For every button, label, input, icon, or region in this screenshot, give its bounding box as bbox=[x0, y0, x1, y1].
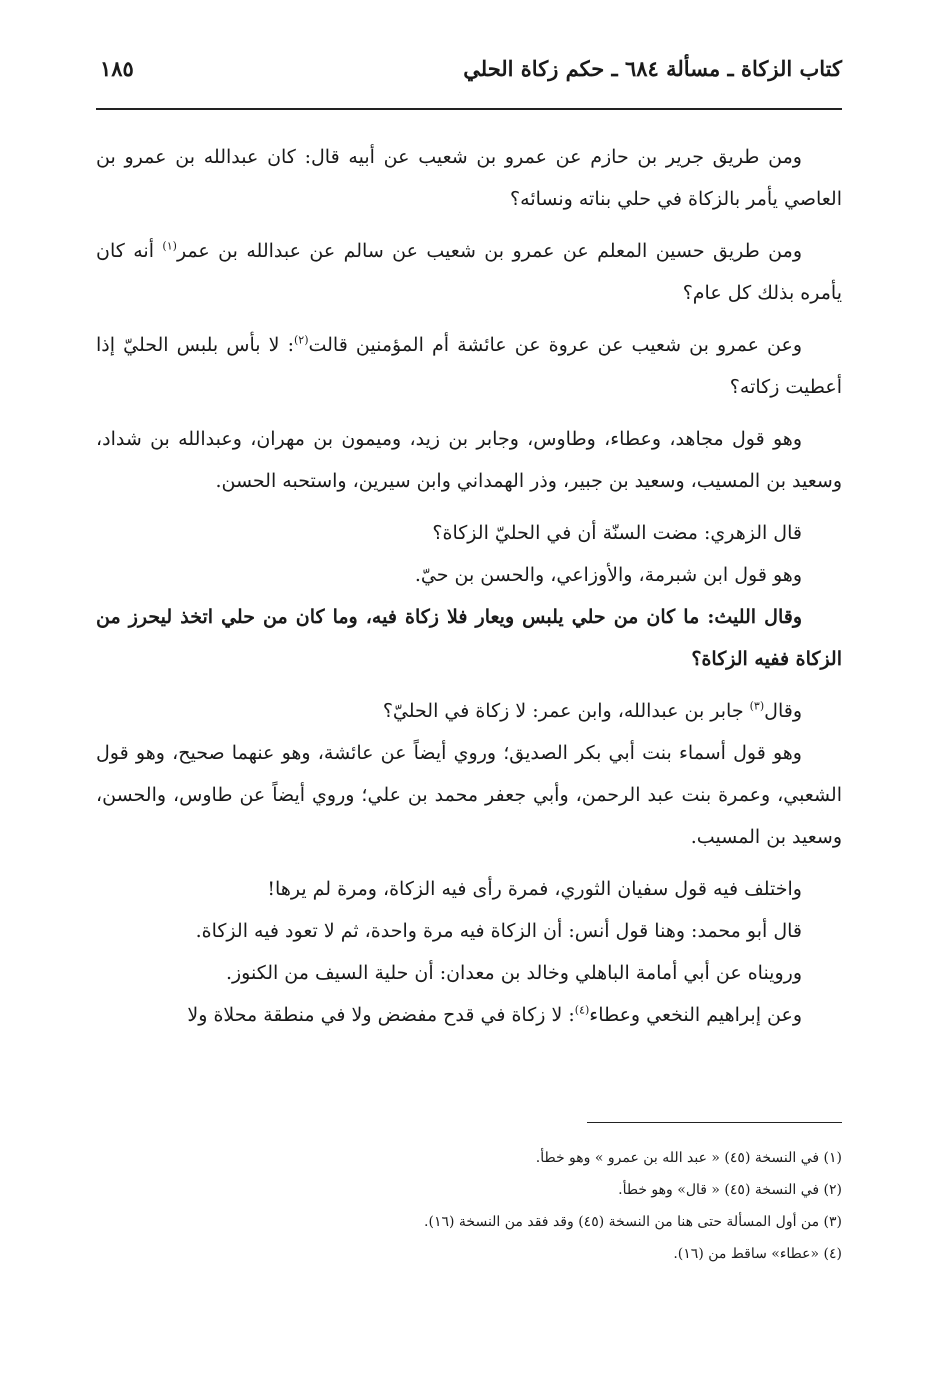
paragraph-abu-umama bbox=[96, 952, 842, 994]
paragraph-text: ومن طريق جرير بن حازم عن عمرو بن شعيب عن أبيه قال: كان عبدالله بن عمرو بن العاصي يأمر بالزكاة في حلي بناته ونسائه؟ bbox=[96, 146, 842, 210]
main-text bbox=[96, 136, 842, 1036]
paragraph-husayn bbox=[96, 230, 842, 314]
running-title: كتاب الزكاة ـ مسألة ٦٨٤ ـ حكم زكاة الحلي bbox=[463, 56, 842, 81]
footnote-3: (٣) من أول المسألة حتى هنا من النسخة (٤٥) وقد فقد من النسخة (١٦). bbox=[424, 1214, 842, 1230]
page-header bbox=[96, 56, 842, 96]
paragraph-layth bbox=[96, 596, 842, 680]
footnote-4: (٤) «عطاء» ساقط من (١٦). bbox=[673, 1246, 842, 1262]
paragraph-text: أنه كان يأمره بذلك كل عام؟ bbox=[96, 240, 842, 304]
paragraph-jarir bbox=[96, 136, 842, 220]
paragraph-text: قال أبو محمد: وهنا قول أنس: أن الزكاة فيه مرة واحدة، ثم لا تعود فيه الزكاة. bbox=[195, 920, 802, 942]
paragraph-nakhai bbox=[96, 994, 842, 1036]
paragraph-asma bbox=[96, 732, 842, 858]
paragraph-text: ومن طريق حسين المعلم عن عمرو بن شعيب عن سالم عن عبدالله بن عمر bbox=[176, 240, 802, 262]
footnote-marker-1: (١) bbox=[162, 239, 177, 253]
footnote-marker-4: (٤) bbox=[574, 1003, 590, 1017]
header-rule bbox=[96, 108, 842, 110]
paragraph-abu-muhammad bbox=[96, 910, 842, 952]
paragraph-text: وهو قول مجاهد، وعطاء، وطاوس، وجابر بن زيد، وميمون بن مهران، وعبدالله بن شداد، وسعيد بن المسيب، وسعيد بن جبير، وذر الهمداني وابن سيرين، واستحبه الحسن. bbox=[96, 428, 842, 492]
footnote-rule bbox=[587, 1122, 842, 1123]
paragraph-zuhri bbox=[96, 512, 842, 554]
paragraph-text: جابر بن عبدالله، وابن عمر: لا زكاة في الحليّ؟ bbox=[382, 700, 750, 722]
paragraph-text: وهو قول أسماء بنت أبي بكر الصديق؛ وروي أيضاً عن عائشة، وهو عنهما صحيح، وهو قول الشعبي، وعمرة بنت عبد الرحمن، وأبي جعفر محمد بن علي؛ وروي أيضاً عن طاوس، والحسن، وسعيد بن المسيب. bbox=[96, 742, 842, 848]
paragraph-text: وعن عمرو بن شعيب عن عروة عن عائشة أم المؤمنين قالت bbox=[308, 334, 802, 356]
paragraph-text: وعن إبراهيم النخعي وعطاء bbox=[589, 1004, 802, 1026]
paragraph-jabir bbox=[96, 690, 842, 732]
paragraph-text: قال الزهري: مضت السنّة أن في الحليّ الزكاة؟ bbox=[432, 522, 802, 544]
paragraph-thawri bbox=[96, 868, 842, 910]
paragraph-shubruma bbox=[96, 554, 842, 596]
paragraph-mujahid bbox=[96, 418, 842, 502]
paragraph-text: ورويناه عن أبي أمامة الباهلي وخالد بن معدان: أن حلية السيف من الكنوز. bbox=[225, 962, 802, 984]
paragraph-aisha bbox=[96, 324, 842, 408]
page-number: ١٨٥ bbox=[100, 56, 134, 81]
paragraph-text: : لا بأس بلبس الحليّ إذا أعطيت زكاته؟ bbox=[96, 334, 842, 398]
footnote-marker-2: (٢) bbox=[293, 333, 309, 347]
paragraph-text: : لا زكاة في قدح مفضض ولا في منطقة محلاة ولا bbox=[187, 1004, 575, 1026]
footnote-2: (٢) في النسخة (٤٥) « قال» وهو خطأ. bbox=[618, 1182, 842, 1198]
paragraph-text: وقال bbox=[764, 700, 802, 722]
paragraph-text: وقال الليث: ما كان من حلي يلبس ويعار فلا زكاة فيه، وما كان من حلي اتخذ ليحرز من الزكاة ففيه الزكاة؟ bbox=[96, 606, 842, 670]
paragraph-text: وهو قول ابن شبرمة، والأوزاعي، والحسن بن حيّ. bbox=[414, 564, 802, 586]
footnote-1: (١) في النسخة (٤٥) « عبد الله بن عمرو » وهو خطأ. bbox=[535, 1150, 842, 1166]
footnote-marker-3: (٣) bbox=[749, 699, 765, 713]
paragraph-text: واختلف فيه قول سفيان الثوري، فمرة رأى فيه الزكاة، ومرة لم يرها! bbox=[267, 878, 802, 900]
footnotes bbox=[96, 1142, 842, 1270]
